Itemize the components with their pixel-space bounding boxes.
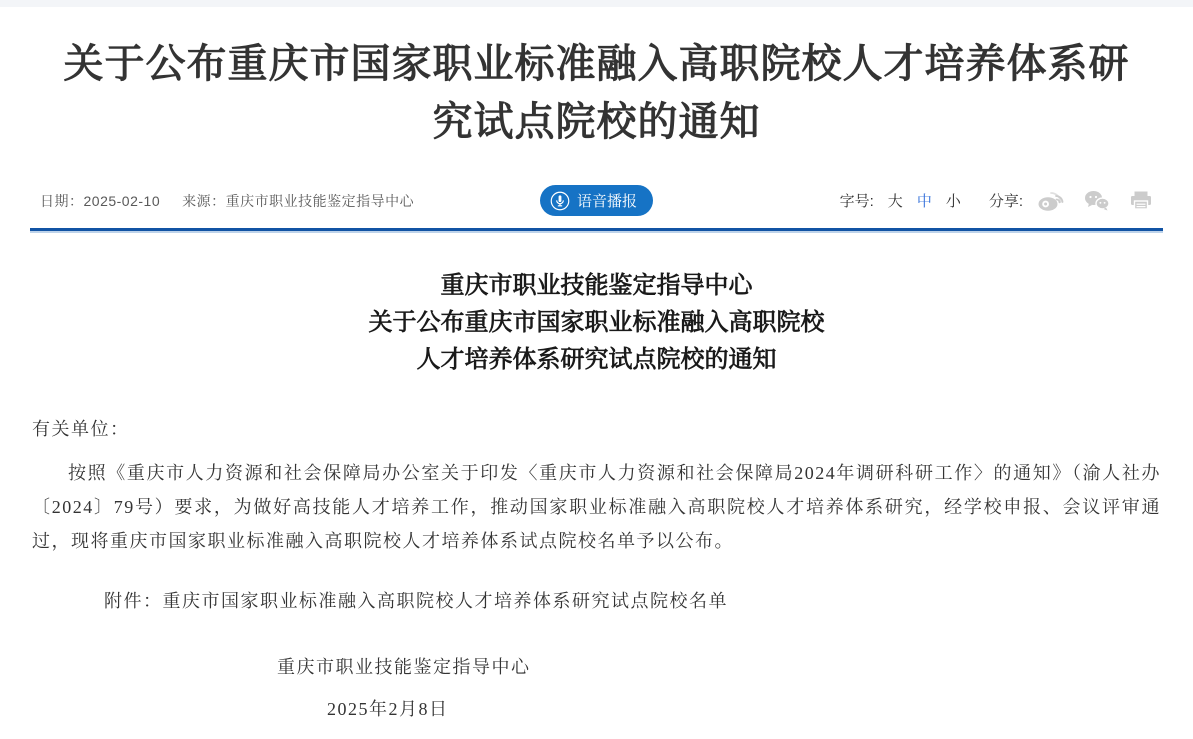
voice-broadcast-button[interactable]: [540, 185, 653, 216]
article-header: [30, 267, 1163, 378]
font-size-small[interactable]: 小: [945, 193, 961, 210]
meta-controls: [653, 189, 1153, 212]
meta-bar: [30, 185, 1163, 216]
notice-page: [0, 35, 1193, 726]
source-value: 重庆市职业技能鉴定指导中心: [225, 192, 415, 209]
article-header-line: 关于公布重庆市国家职业标准融入高职院校: [368, 309, 825, 336]
microphone-icon: [550, 191, 570, 211]
article-header-line: 人才培养体系研究试点院校的通知: [416, 346, 777, 373]
weibo-icon[interactable]: [1037, 189, 1065, 212]
wechat-icon[interactable]: [1083, 189, 1111, 212]
signature-date: 2025年2月8日: [327, 699, 449, 719]
font-size-large[interactable]: 大: [887, 193, 903, 210]
top-strip: [0, 0, 1193, 7]
source-label: 来源：: [182, 192, 226, 209]
font-size-label: 字号:: [839, 193, 874, 210]
attachment-line: 附件：重庆市国家职业标准融入高职院校人才培养体系研究试点院校名单: [104, 591, 728, 611]
voice-broadcast-area: [540, 185, 653, 216]
page-title: 关于公布重庆市国家职业标准融入高职院校人才培养体系研究试点院校的通知: [63, 42, 1130, 144]
voice-broadcast-label: 语音播报: [577, 193, 638, 210]
article-body: [30, 412, 1163, 726]
signature-org: 重庆市职业技能鉴定指导中心: [277, 657, 531, 677]
date-label: 日期：: [40, 192, 84, 209]
meta-info: [40, 191, 540, 211]
section-divider: [30, 228, 1163, 233]
font-size-medium[interactable]: 中: [916, 193, 932, 210]
salutation: 有关单位：: [32, 419, 130, 439]
share-icons: [1037, 189, 1153, 212]
body-paragraph: 按照《重庆市人力资源和社会保障局办公室关于印发〈重庆市人力资源和社会保障局2024年调研科研工作〉的通知》（渝人社办〔2024〕79号）要求，为做好高技能人才培养工作，推动国家职业标准融入高职院校人才培养体系研究，经学校申报、会议评审通过，现将重庆市国家职业标准融入高职院校人才培养体系试点院校名单予以公布。: [32, 463, 1161, 551]
share-label: 分享:: [988, 193, 1024, 210]
print-icon[interactable]: [1129, 190, 1153, 211]
article-header-line: 重庆市职业技能鉴定指导中心: [440, 272, 753, 299]
date-value: 2025-02-10: [83, 192, 161, 209]
